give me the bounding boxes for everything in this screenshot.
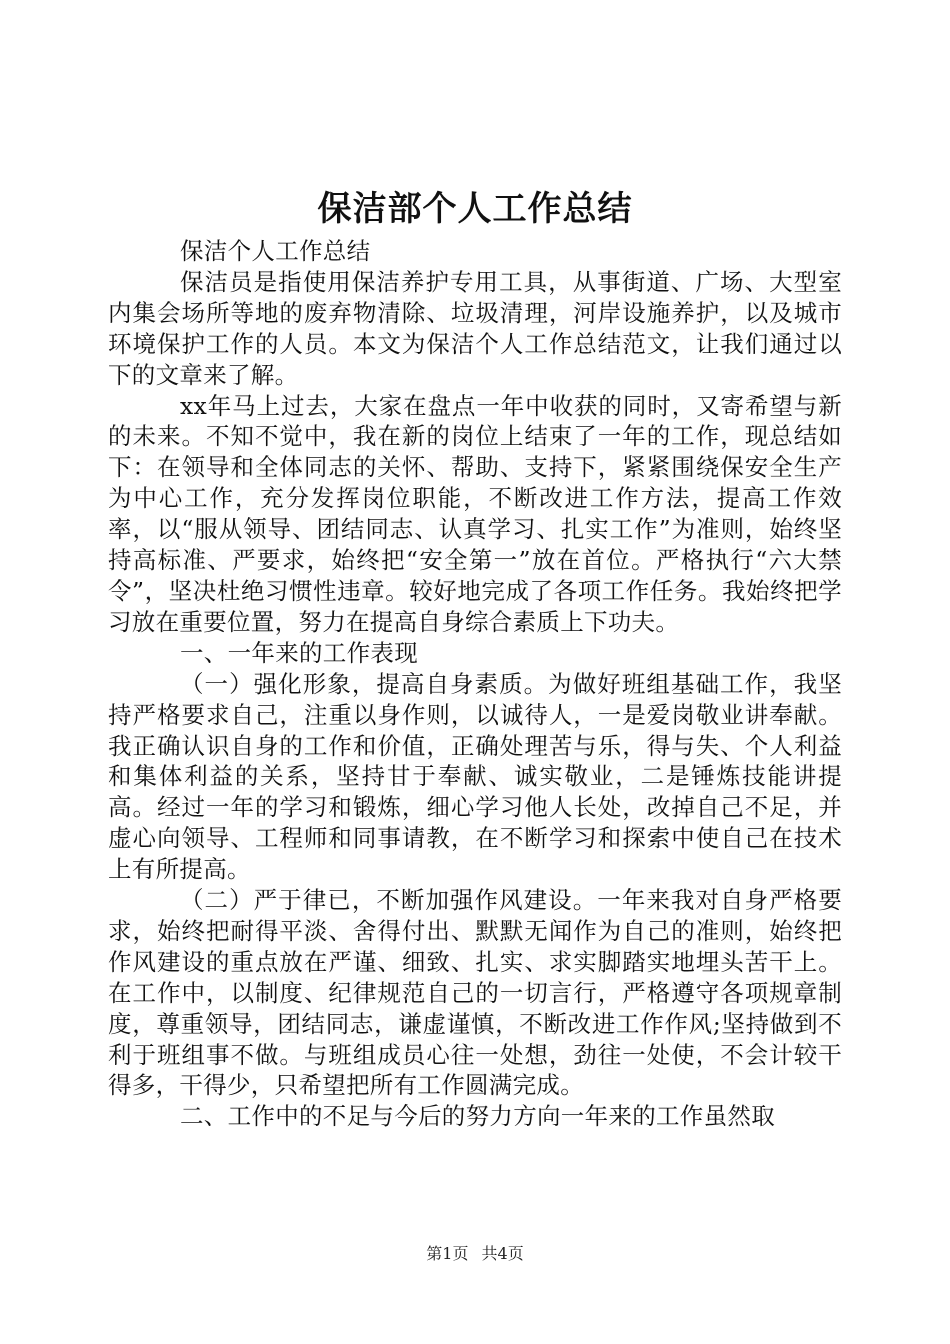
page-footer [0,1243,950,1265]
paragraph-intro: 保洁员是指使用保洁养护专用工具，从事街道、广场、大型室内集会场所等地的废弃物清除、垃圾清理，河岸设施养护，以及城市环境保护工作的人员。本文为保洁个人工作总结范文，让我们通过以下的文章来了解。 [108,267,842,389]
paragraph-section-1-2: （二）严于律已，不断加强作风建设。一年来我对自身严格要求，始终把耐得平淡、舍得付出、默默无闻作为自己的准则，始终把作风建设的重点放在严谨、细致、扎实、求实脚踏实地埋头苦干上。在工作中，以制度、纪律规范自己的一切言行，严格遵守各项规章制度，尊重领导，团结同志，谦虚谨慎，不断改进工作作风;坚持做到不利于班组事不做。与班组成员心往一处想，劲往一处使，不会计较干得多，干得少，只希望把所有工作圆满完成。 [108,886,842,1100]
document-body [108,236,842,1132]
paragraph-subtitle: 保洁个人工作总结 [180,237,371,265]
paragraph-section-1-1: （一）强化形象，提高自身素质。为做好班组基础工作，我坚持严格要求自己，注重以身作则，以诚待人，一是爱岗敬业讲奉献。我正确认识自身的工作和价值，正确处理苦与乐，得与失、个人利益和集体利益的关系，坚持甘于奉献、诚实敬业，二是锤炼技能讲提高。经过一年的学习和锻炼，细心学习他人长处，改掉自己不足，并虚心向领导、工程师和同事请教，在不断学习和探索中使自己在技术上有所提高。 [108,669,842,884]
document-title: 保洁部个人工作总结 [317,189,633,229]
paragraph-summary: xx年马上过去，大家在盘点一年中收获的同时，又寄希望与新的未来。不知不觉中，我在新的岗位上结束了一年的工作，现总结如下：在领导和全体同志的关怀、帮助、支持下，紧紧围绕保安全生产为中心工作，充分发挥岗位职能，不断改进工作方法，提高工作效率，以“服从领导、团结同志、认真学习、扎实工作”为准则，始终坚持高标准、严要求，始终把“安全第一”放在首位。严格执行“六大禁令”，坚决杜绝习惯性违章。较好地完成了各项工作任务。我始终把学习放在重要位置，努力在提高自身综合素质上下功夫。 [108,391,842,636]
page-total: 共4页 [481,1244,524,1263]
section-heading-2: 二、工作中的不足与今后的努力方向一年来的工作虽然取 [180,1102,775,1131]
section-heading-1: 一、一年来的工作表现 [180,638,418,667]
page-number: 第1页 [426,1244,469,1263]
